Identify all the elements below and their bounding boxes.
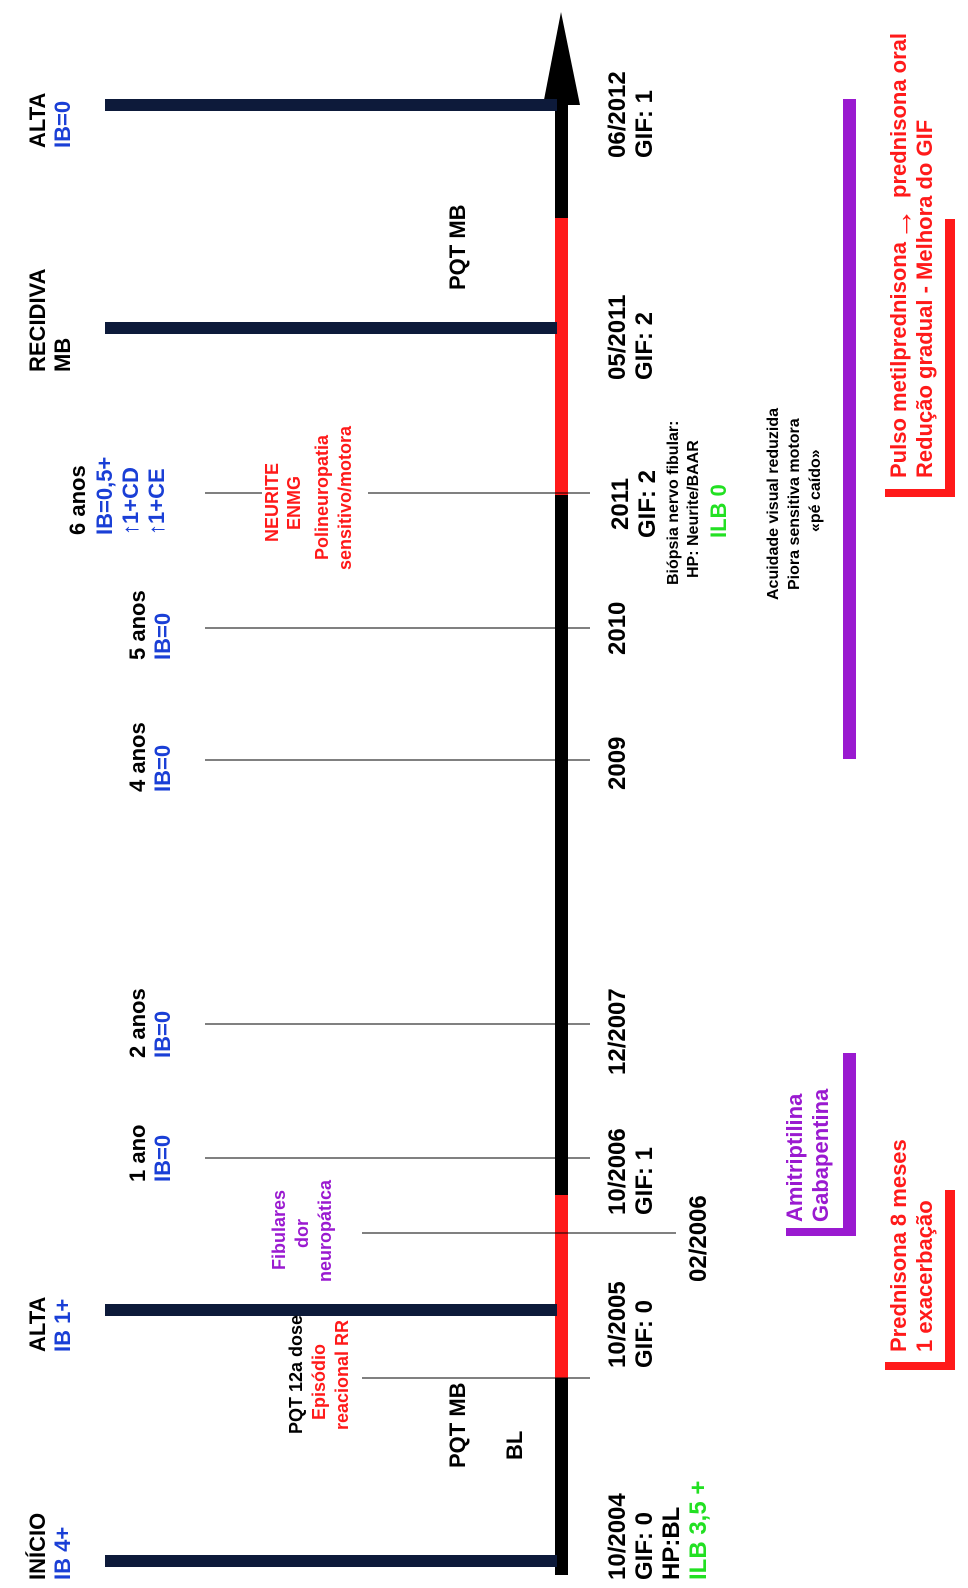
milestone-bar-alta1 xyxy=(105,1304,557,1316)
bracket-amitriptilina xyxy=(843,1053,856,1236)
date-2007: 12/2007 xyxy=(604,988,631,1075)
bracket-prednisona xyxy=(945,1190,955,1370)
phase-pqt2: PQT MB xyxy=(445,204,470,290)
date-2009: 2009 xyxy=(604,736,631,790)
date-2005: 10/2005 xyxy=(604,1281,631,1368)
milestone-bar-inicio xyxy=(105,1555,557,1567)
event-fibulares: Fibulares xyxy=(269,1189,289,1270)
phase-bl: BL xyxy=(502,1430,527,1460)
date-2010: 2010 xyxy=(604,601,631,655)
bracket-amitriptilina-end xyxy=(786,1228,856,1236)
bracket-pulso xyxy=(945,219,955,497)
alta2-title: ALTA xyxy=(25,92,50,148)
event-dor: dor xyxy=(292,1219,312,1248)
followup-6anos-ib: IB=0,5+ xyxy=(92,456,117,535)
treatment-oral: prednisona oral xyxy=(886,32,911,198)
bracket-prednisona-end xyxy=(885,1362,955,1370)
recidiva-title: RECIDIVA xyxy=(25,268,50,372)
bracket-acuidade xyxy=(843,99,856,759)
treatment-prednisona8: Prednisona 8 meses xyxy=(886,1139,911,1352)
date-2012-gif: GIF: 1 xyxy=(631,89,658,158)
phase-pqt1: PQT MB xyxy=(445,1382,470,1468)
followup-6anos-ce: ↑1+CE xyxy=(144,468,169,535)
date-2011-gif: GIF: 2 xyxy=(634,469,661,538)
date-2005-gif: GIF: 0 xyxy=(631,1299,658,1368)
bracket-pulso-end xyxy=(885,489,955,497)
alta1-title: ALTA xyxy=(25,1296,50,1352)
treatment-amitriptilina: Amitriptilina xyxy=(782,1093,807,1222)
event-pqt12: PQT 12a dose xyxy=(286,1314,306,1434)
followup-2anos-ib: IB=0 xyxy=(150,1010,175,1058)
followup-4anos-label: 4 anos xyxy=(125,722,150,792)
symptom-acuidade: Acuidade visual reduzida xyxy=(765,407,782,600)
treatment-exacerbacao: 1 exacerbação xyxy=(912,1200,937,1352)
event-episodio: Episódio xyxy=(309,1344,329,1420)
followup-1ano-ib: IB=0 xyxy=(150,1134,175,1182)
date-2011-ilb: ILB 0 xyxy=(706,484,731,538)
time-axis-arrowhead xyxy=(543,12,580,105)
date-2011-may-gif: GIF: 2 xyxy=(631,311,658,380)
alta2-ib: IB=0 xyxy=(50,100,75,148)
date-2011-biopsia: Biópsia nervo fibular: xyxy=(665,420,682,585)
symptom-piora: Piora sensitiva motora xyxy=(786,418,803,590)
inicio-ib: IB 4+ xyxy=(50,1526,75,1580)
treatment-segment-pqt1 xyxy=(555,1195,568,1378)
date-2011-may: 05/2011 xyxy=(604,294,631,380)
treatment-reducao: Redução gradual - Melhora do GIF xyxy=(912,119,937,478)
followup-4anos-ib: IB=0 xyxy=(150,744,175,792)
alta1-ib: IB 1+ xyxy=(50,1298,75,1352)
recidiva-sub: MB xyxy=(50,337,75,372)
event-sensitivo: sensitivo/motora xyxy=(335,425,355,570)
symptom-pe: «pé caído» xyxy=(807,449,824,532)
followup-5anos-ib: IB=0 xyxy=(150,612,175,660)
date-2004-ilb: ILB 3,5 + xyxy=(685,1480,712,1580)
event-reacional: reacional RR xyxy=(332,1319,352,1430)
followup-5anos-label: 5 anos xyxy=(125,590,150,660)
date-2004-hp: HP:BL xyxy=(658,1506,685,1580)
inicio-title: INÍCIO xyxy=(25,1512,50,1580)
milestone-bar-recidiva xyxy=(105,322,557,334)
followup-6anos-cd: ↑1+CD xyxy=(118,467,143,535)
date-2004: 10/2004 xyxy=(604,1493,631,1580)
date-2011-hp: HP: Neurite/BAAR xyxy=(685,440,702,578)
date-2012: 06/2012 xyxy=(604,71,631,158)
date-2006-oct-gif: GIF: 1 xyxy=(631,1146,658,1215)
treatment-arrow: → xyxy=(883,208,919,240)
date-2006-oct: 10/2006 xyxy=(604,1128,631,1215)
treatment-pulso: Pulso metilprednisona xyxy=(886,242,911,478)
date-2011: 2011 xyxy=(607,477,634,530)
event-neuropatica: neuropática xyxy=(315,1179,335,1282)
event-polineuropatia: Polineuropatia xyxy=(312,434,332,560)
event-neurite: NEURITE xyxy=(262,462,282,542)
date-2004-gif: GIF: 0 xyxy=(631,1511,658,1580)
event-enmg: ENMG xyxy=(284,476,304,530)
date-2006-feb: 02/2006 xyxy=(685,1195,712,1282)
followup-1ano-label: 1 ano xyxy=(125,1124,150,1182)
treatment-segment-pqt2 xyxy=(555,218,568,495)
followup-6anos-label: 6 anos xyxy=(65,465,90,535)
followup-2anos-label: 2 anos xyxy=(125,988,150,1058)
milestone-bar-alta2 xyxy=(105,99,557,111)
treatment-gabapentina: Gabapentina xyxy=(808,1088,833,1222)
